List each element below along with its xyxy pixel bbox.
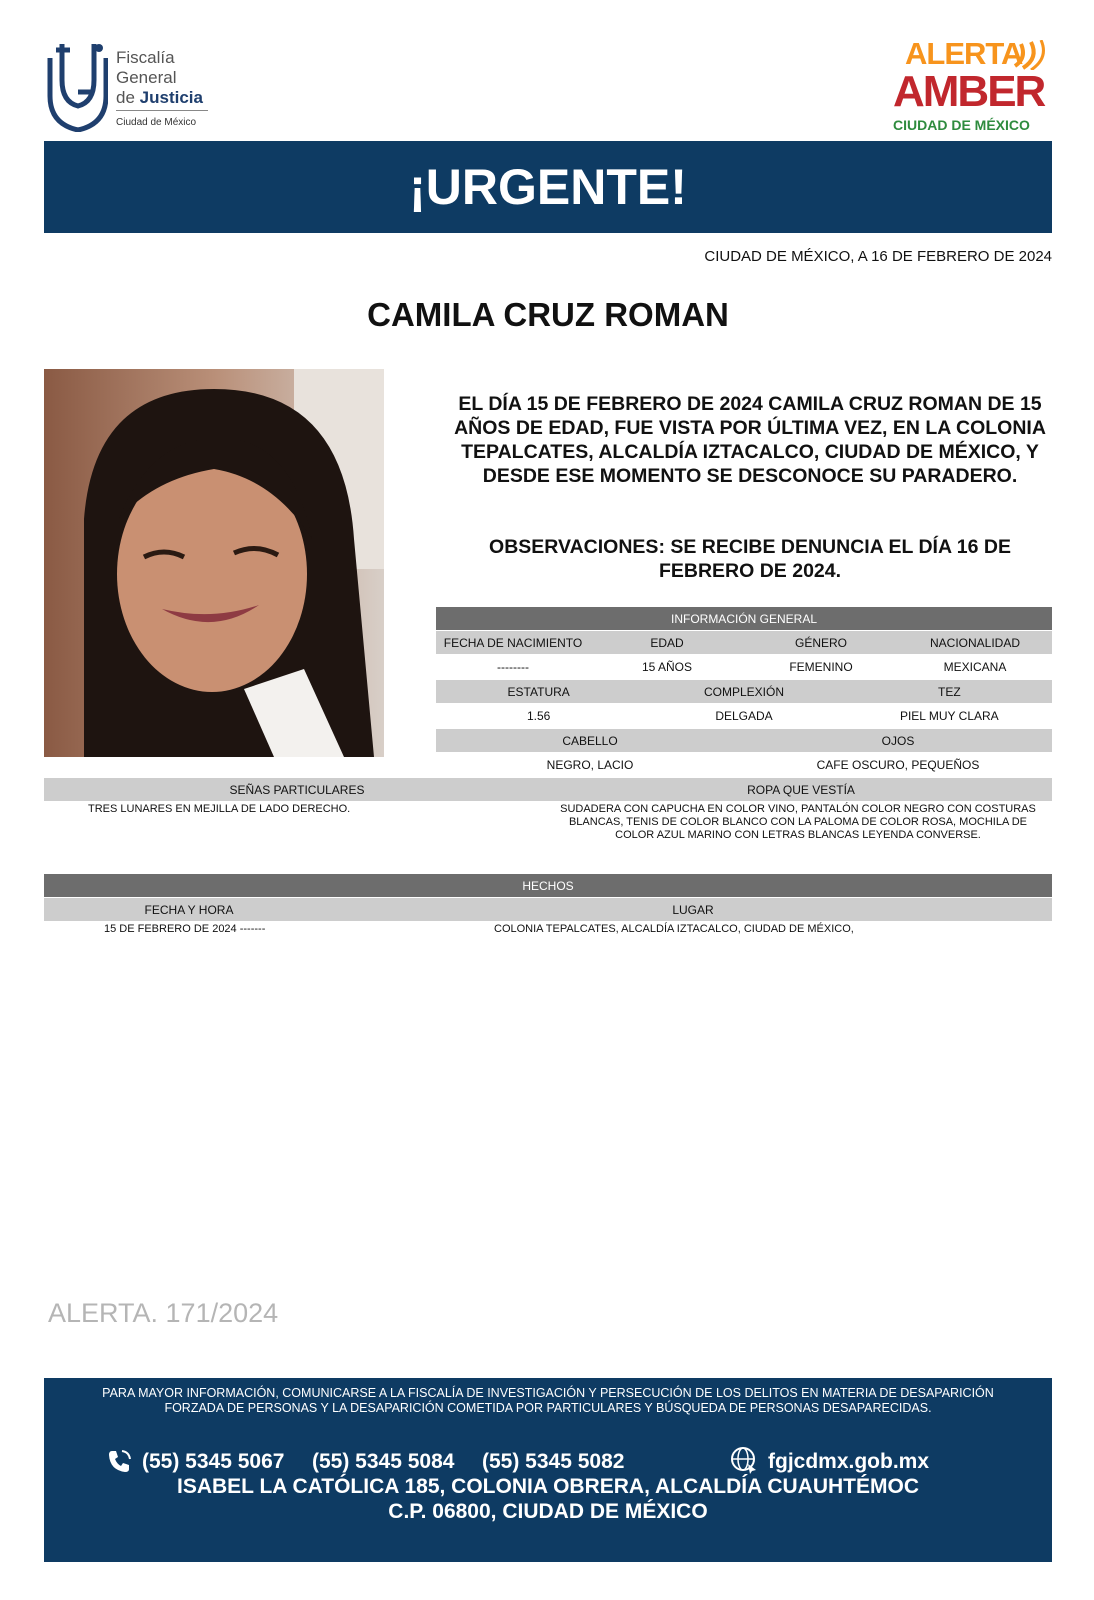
age-value: 15 AÑOS	[641, 659, 693, 674]
marks-header	[44, 778, 1052, 801]
fgj-line3-bold: Justicia	[139, 88, 203, 107]
info-row2-values	[436, 704, 1052, 727]
fgj-line3-prefix: de	[116, 88, 135, 107]
web-globe-icon	[728, 1444, 758, 1474]
info-title: INFORMACIÓN GENERAL	[436, 607, 1052, 630]
build-label: COMPLEXIÓN	[703, 684, 784, 699]
height-label: ESTATURA	[507, 684, 570, 699]
build-value: DELGADA	[715, 708, 773, 723]
person-name: CAMILA CRUZ ROMAN	[367, 296, 729, 333]
fgj-line3	[116, 88, 203, 108]
gender-value: FEMENINO	[789, 659, 853, 674]
eyes-label: OJOS	[881, 733, 915, 748]
height-value: 1.56	[526, 708, 551, 723]
website-link[interactable]: fgjcdmx.gob.mx	[768, 1450, 930, 1473]
nationality-value: MEXICANA	[943, 659, 1007, 674]
narrative-text: EL DÍA 15 DE FEBRERO DE 2024 CAMILA CRUZ ROMAN DE 15 AÑOS DE EDAD, FUE VISTA POR ÚLTIMA VEZ, EN LA COLONIA TEPALCATES, ALCALDÍA IZTACALCO, CIUDAD DE MÉXICO, Y DESDE ESE MOMENTO SE DESCONOCE SU PARADERO.	[454, 393, 1046, 487]
signal-waves-icon	[1011, 40, 1045, 70]
birthdate-label: FECHA DE NACIMIENTO	[443, 635, 583, 650]
senas-value: TRES LUNARES EN MEJILLA DE LADO DERECHO.	[88, 803, 351, 815]
facts-date-label: FECHA Y HORA	[144, 902, 234, 917]
hair-label: CABELLO	[562, 733, 618, 748]
date-line: CIUDAD DE MÉXICO, A 16 DE FEBRERO DE 2024	[704, 248, 1052, 265]
alerta-amber-logo	[893, 36, 1055, 138]
contact-footer	[44, 1378, 1052, 1562]
phone-1[interactable]: (55) 5345 5067	[142, 1450, 285, 1473]
phone-3[interactable]: (55) 5345 5082	[482, 1450, 625, 1473]
fgj-logo	[44, 40, 214, 135]
amber-line2: AMBER	[893, 67, 1045, 116]
fgj-emblem-icon	[44, 40, 108, 132]
footer-note: PARA MAYOR INFORMACIÓN, COMUNICARSE A LA FISCALÍA DE INVESTIGACIÓN Y PERSECUCIÓN DE LOS DELITOS EN MATERIA DE DESAPARICIÓN FORZADA DE PERSONAS Y LA DESAPARICIÓN COMETIDA POR PARTICULARES Y BÚSQUEDA DE PERSONAS DESAPARECIDAS.	[102, 1386, 994, 1415]
missing-person-photo	[44, 369, 384, 757]
fgj-city: Ciudad de México	[116, 117, 197, 128]
facts-place-label: LUGAR	[672, 902, 714, 917]
ropa-value: SUDADERA CON CAPUCHA EN COLOR VINO, PANTALÓN COLOR NEGRO CON COSTURAS BLANCAS, TENIS DE COLOR BLANCO CON LA PALOMA DE COLOR ROSA, MOCHILA DE COLOR AZUL MARINO CON LETRAS BLANCAS LEYENDA CONVERSE.	[560, 803, 1036, 841]
urgent-banner: ¡URGENTE!	[44, 141, 1052, 233]
nationality-label: NACIONALIDAD	[929, 635, 1021, 650]
fgj-line1: Fiscalía	[116, 48, 175, 67]
age-label: EDAD	[650, 635, 684, 650]
complexion-value: PIEL MUY CLARA	[899, 708, 999, 723]
fgj-line2: General	[116, 68, 177, 87]
fgj-divider	[116, 110, 208, 111]
alert-number: ALERTA. 171/2024	[48, 1298, 279, 1328]
observations-text: OBSERVACIONES: SE RECIBE DENUNCIA EL DÍA 16 DE FEBRERO DE 2024.	[489, 536, 1011, 582]
senas-label: SEÑAS PARTICULARES	[229, 782, 365, 797]
facts-date-value: 15 DE FEBRERO DE 2024 -------	[104, 923, 266, 935]
facts-place-value: COLONIA TEPALCATES, ALCALDÍA IZTACALCO, CIUDAD DE MÉXICO,	[494, 923, 854, 935]
birthdate-value: --------	[497, 659, 529, 674]
info-row3-values	[436, 753, 1052, 776]
info-row2-headers	[436, 680, 1052, 703]
info-row1-headers	[436, 631, 1052, 654]
facts-title: HECHOS	[44, 874, 1052, 897]
info-row3-headers	[436, 729, 1052, 752]
amber-line3: CIUDAD DE MÉXICO	[893, 117, 1030, 133]
gender-label: GÉNERO	[794, 635, 847, 650]
hair-value: NEGRO, LACIO	[546, 757, 634, 772]
address-line2: C.P. 06800, CIUDAD DE MÉXICO	[388, 1500, 708, 1523]
facts-header	[44, 898, 1052, 921]
phone-icon	[106, 1448, 132, 1474]
phone-2[interactable]: (55) 5345 5084	[312, 1450, 455, 1473]
address-line1: ISABEL LA CATÓLICA 185, COLONIA OBRERA, ALCALDÍA CUAUHTÉMOC	[176, 1475, 919, 1498]
ropa-label: ROPA QUE VESTÍA	[747, 782, 855, 797]
info-row1-values	[436, 655, 1052, 678]
amber-line1: ALERTA	[905, 36, 1023, 71]
complexion-label: TEZ	[937, 684, 961, 699]
eyes-value: CAFE OSCURO, PEQUEÑOS	[816, 757, 980, 772]
